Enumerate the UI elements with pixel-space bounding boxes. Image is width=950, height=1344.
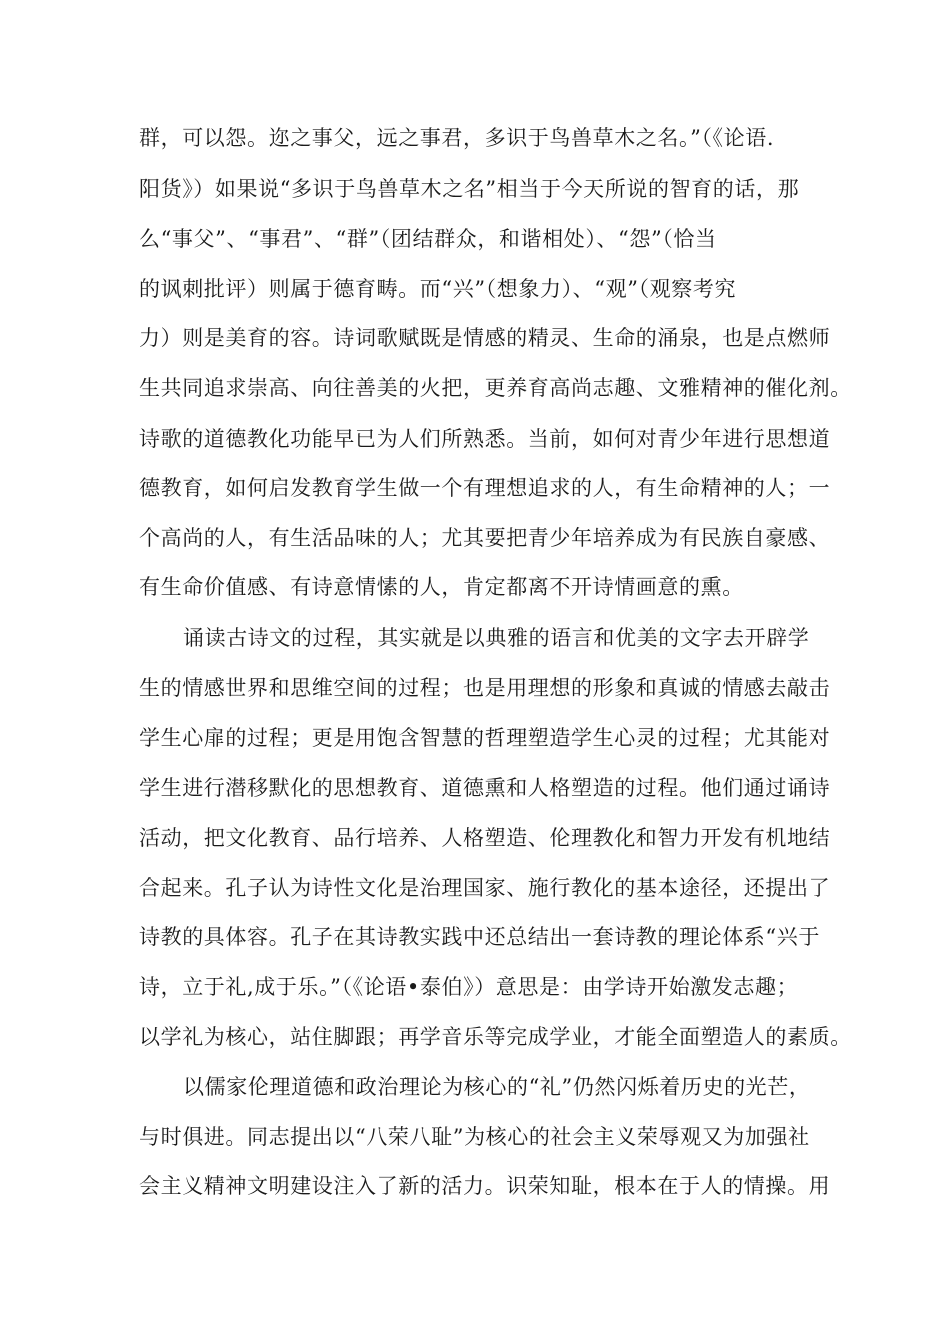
text-line: 生共同追求崇高、向往善美的火把，更养育高尚志趣、文雅精神的催化剂。 <box>139 376 852 400</box>
text-line: 德教育，如何启发教育学生做一个有理想追求的人，有生命精神的人；一 <box>139 476 831 500</box>
paragraph-first-line: 以儒家伦理道德和政治理论为核心的“礼”仍然闪烁着历史的光芒， <box>183 1075 811 1099</box>
text-line: 的讽刺批评）则属于德育畴。而“兴”（想象力）、“观”（观察考究 <box>139 277 737 301</box>
paragraph-first-line: 诵读古诗文的过程，其实就是以典雅的语言和优美的文字去开辟学 <box>183 626 810 650</box>
text-line: 力）则是美育的容。诗词歌赋既是情感的精灵、生命的涌泉，也是点燃师 <box>139 326 831 350</box>
text-line: 学生心扉的过程；更是用饱含智慧的哲理塑造学生心灵的过程；尤其能对 <box>139 726 831 750</box>
text-line: 诗，立于礼,成于乐。”（《论语•泰伯》）意思是：由学诗开始激发志趣； <box>139 975 799 999</box>
text-line: 个高尚的人，有生活品味的人；尤其要把青少年培养成为有民族自豪感、 <box>139 526 831 550</box>
text-line: 群，可以怨。迩之事父，远之事君，多识于鸟兽草木之名。”（《论语. <box>139 126 775 150</box>
text-line: 以学礼为核心，站住脚跟；再学音乐等完成学业，才能全面塑造人的素质。 <box>139 1025 852 1049</box>
text-line: 学生进行潜移默化的思想教育、道德熏和人格塑造的过程。他们通过诵诗 <box>139 776 831 800</box>
text-line: 会主义精神文明建设注入了新的活力。识荣知耻，根本在于人的情操。用 <box>139 1174 831 1198</box>
text-line: 活动，把文化教育、品行培养、人格塑造、伦理教化和智力开发有机地结 <box>139 826 831 850</box>
text-line: 阳货》）如果说“多识于鸟兽草木之名”相当于今天所说的智育的话，那 <box>139 177 800 201</box>
text-line: 有生命价值感、有诗意情愫的人，肯定都离不开诗情画意的熏。 <box>139 575 744 599</box>
text-line: 与时俱进。同志提出以“八荣八耻”为核心的社会主义荣辱观又为加强社 <box>139 1125 810 1149</box>
text-line: 诗教的具体容。孔子在其诗教实践中还总结出一套诗教的理论体系“兴于 <box>139 925 820 949</box>
text-line: 合起来。孔子认为诗性文化是治理国家、施行教化的基本途径，还提出了 <box>139 876 831 900</box>
text-line: 生的情感世界和思维空间的过程；也是用理想的形象和真诚的情感去敲击 <box>139 676 831 700</box>
text-line: 诗歌的道德教化功能早已为人们所熟悉。当前，如何对青少年进行思想道 <box>139 427 831 451</box>
text-line: 么“事父”、“事君”、“群”（团结群众，和谐相处）、“怨”（恰当 <box>139 227 717 251</box>
